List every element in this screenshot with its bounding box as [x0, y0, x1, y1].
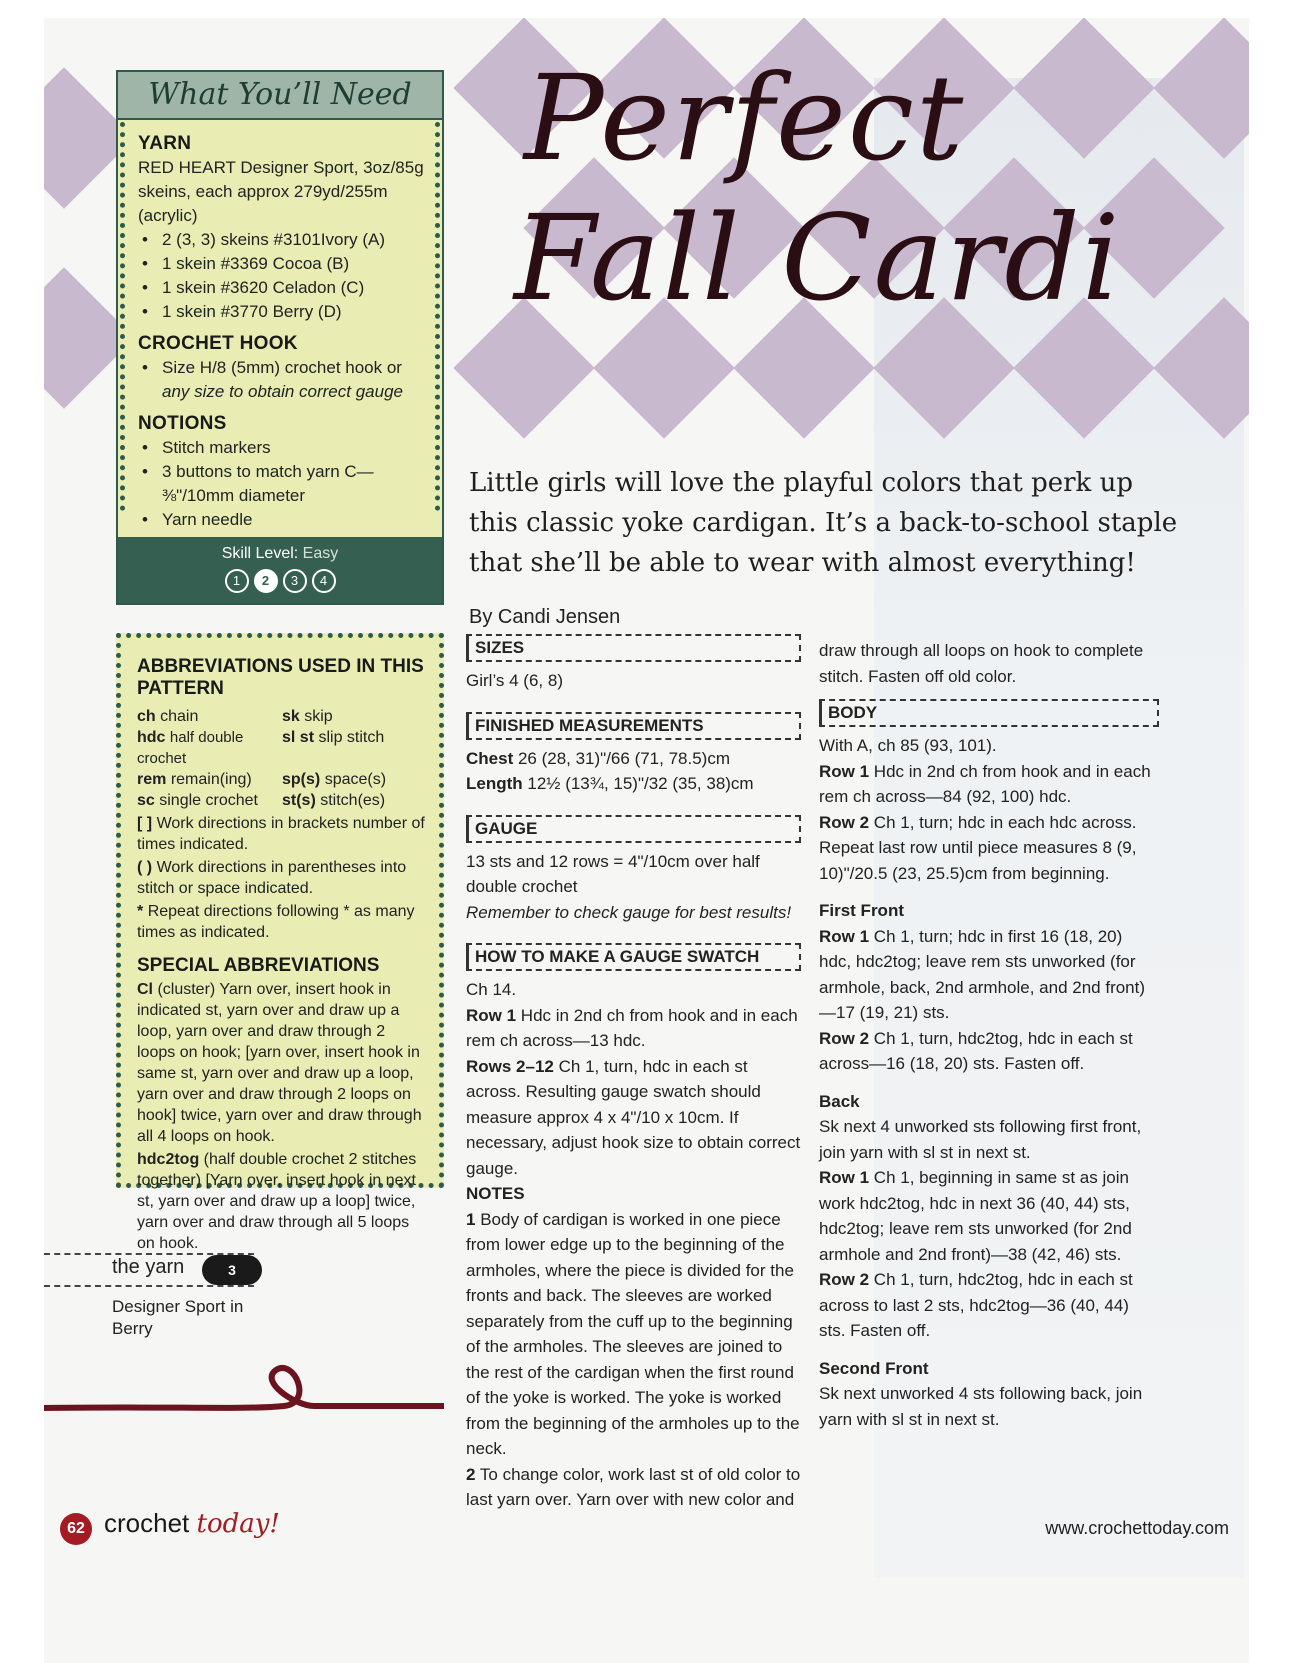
hook-size: Size H/8 (5mm) crochet hook or [162, 358, 402, 377]
skill-level-label [118, 537, 442, 563]
swatch-row-1: Row 1 Hdc in 2nd ch from hook and in each rem ch across—13 hdc. [466, 1005, 798, 1050]
list-item: • Yarn needle [138, 508, 424, 532]
skill-value: Easy [302, 545, 339, 562]
level-circle: 1 [225, 569, 249, 593]
yarn-label: the yarn [112, 1256, 185, 1278]
second-front-text: Sk next unworked 4 sts following back, join yarn with sl st in next st. [819, 1384, 1143, 1429]
back-row-2: Row 2 Ch 1, turn, hdc2tog, hdc in each st across to last 2 sts, hdc2tog—36 (40, 44) sts. Fasten off. [819, 1270, 1133, 1340]
page-number: 62 [60, 1513, 92, 1545]
hook-note: any size to obtain correct gauge [162, 382, 403, 401]
chest-measurement: Chest 26 (28, 31)"/66 (71, 78.5)cm [466, 748, 730, 768]
abbr-entry: st(s) stitch(es) [282, 792, 386, 809]
back-text: Sk next 4 unworked sts following first front, join yarn with sl st in next st. [819, 1117, 1142, 1162]
notions-heading: NOTIONS [138, 413, 227, 434]
gauge-swatch-heading: HOW TO MAKE A GAUGE SWATCH [466, 943, 801, 971]
hook-heading: CROCHET HOOK [138, 333, 298, 354]
yarn-weight-icon: 3 [202, 1255, 262, 1285]
gauge-text: 13 sts and 12 rows = 4"/10cm over half double crochet [466, 851, 760, 896]
finished-measurements-heading: FINISHED MEASUREMENTS [466, 712, 801, 740]
list-item: • Stitch markers [138, 436, 424, 460]
first-front-row-2: Row 2 Ch 1, turn, hdc2tog, hdc in each st across—16 (18, 20) sts. Fasten off. [819, 1028, 1133, 1073]
website-url: www.crochettoday.com [1045, 1518, 1229, 1538]
notions-list [138, 436, 424, 532]
back-row-1: Row 1 Ch 1, beginning in same st as join work hdc2tog, hdc in next 36 (40, 44) sts, hdc2tog; leave rem sts unworked (for 2nd armhole and 2nd front)—38 (42, 46) sts. [819, 1168, 1132, 1264]
list-item: • 1 skein #3620 Celadon (C) [138, 276, 424, 300]
level-circle: 3 [283, 569, 307, 593]
body-row-1: Row 1 Hdc in 2nd ch from hook and in each rem ch across—84 (92, 100) hdc. [819, 761, 1151, 806]
first-front-row-1: Row 1 Ch 1, turn; hdc in first 16 (18, 20) hdc, hdc2tog; leave rem sts unworked (for armhole, back, 2nd armhole, and 2nd front)—17 (19, 21) sts. [819, 926, 1146, 1022]
magazine-page [44, 18, 1249, 1663]
skill-prefix: Skill Level: [221, 545, 303, 562]
body-heading: BODY [819, 699, 1159, 727]
magazine-logo: crochet today! [104, 1508, 280, 1539]
sizes-heading: SIZES [466, 634, 801, 662]
continued-text: draw through all loops on hook to complete stitch. Fasten off old color. [819, 641, 1144, 686]
list-item: • 2 (3, 3) skeins #3101Ivory (A) [138, 228, 424, 252]
yarn-list [138, 228, 424, 324]
dotted-border-left [120, 122, 125, 511]
byline: By Candi Jensen [469, 606, 621, 628]
hook-list [138, 356, 424, 404]
title-line-2: Fall Cardi [514, 189, 1122, 327]
need-heading: What You’ll Need [118, 72, 442, 120]
yarn-heading: YARN [138, 133, 192, 154]
abbr-entry: hdc half double crochet [137, 729, 244, 767]
notes-heading: NOTES [466, 1184, 525, 1203]
page-title [514, 48, 1244, 328]
what-youll-need-box [116, 70, 444, 605]
length-measurement: Length 12½ (13¾, 15)"/32 (35, 38)cm [466, 774, 754, 793]
abbr-entry: sk skip [282, 708, 333, 725]
swatch-rows-2-12: Rows 2–12 Ch 1, turn, hdc in each st across. Resulting gauge swatch should measure approx 4 x 4"/10 x 10cm. If necessary, adjust hook size to obtain correct gauge. [466, 1056, 801, 1178]
abbreviations-heading: ABBREVIATIONS USED IN THIS PATTERN [137, 656, 424, 699]
abbreviations-box [116, 633, 444, 1252]
second-front-heading: Second Front [819, 1358, 929, 1378]
abbr-entry: sl st slip stitch [282, 729, 385, 746]
yarn-description: RED HEART Designer Sport, 3oz/85g skeins, each approx 279yd/255m (acrylic) [138, 158, 424, 225]
abbr-entry: sc single crochet [137, 792, 258, 809]
body-row-2: Row 2 Ch 1, turn; hdc in each hdc across. Repeat last row until piece measures 8 (9, 10)"/20.5 (23, 25.5)cm from beginning. [819, 812, 1137, 883]
abbr-entry: ch chain [137, 708, 199, 725]
skill-level-circles [118, 569, 442, 593]
intro-text: Little girls will love the playful colors that perk up this classic yoke cardigan. It’s a back-to-school staple that she’ll be able to wear with almost everything! [469, 468, 1178, 578]
sizes-text: Girl’s 4 (6, 8) [466, 671, 563, 690]
skill-level-bar [118, 537, 442, 603]
list-item: • 1 skein #3369 Cocoa (B) [138, 252, 424, 276]
pattern-column-2 [819, 638, 1159, 1432]
abbreviations-grid [137, 706, 425, 811]
gauge-note: Remember to check gauge for best results! [466, 902, 792, 922]
abbr-entry: rem remain(ing) [137, 771, 252, 788]
level-circle-active: 2 [254, 569, 278, 593]
body-start: With A, ch 85 (93, 101). [819, 736, 997, 755]
abbr-star: * Repeat directions following * as many times as indicated. [137, 903, 415, 941]
level-circle: 4 [312, 569, 336, 593]
swatch-chain: Ch 14. [466, 980, 517, 999]
abbr-brackets: [ ] Work directions in brackets number of times indicated. [137, 815, 425, 853]
first-front-heading: First Front [819, 901, 904, 920]
list-item [138, 356, 424, 404]
title-line-1: Perfect [524, 49, 966, 187]
abbr-cluster: Cl (cluster) Yarn over, insert hook in indicated st, yarn over and draw up a loop, yarn over and draw through 2 loops on hook; [yarn over, insert hook in same st, yarn over and draw up a loop, yarn over and draw through 2 loops on hook] twice, yarn over and draw through all 4 loops on hook. [137, 981, 422, 1145]
abbr-parens: ( ) Work directions in parentheses into stitch or space indicated. [137, 859, 407, 897]
yarn-strand-image [44, 1348, 444, 1428]
yarn-description: Designer Sport in Berry [112, 1297, 244, 1338]
gauge-heading: GAUGE [466, 815, 801, 843]
note-2: 2 To change color, work last st of old color to last yarn over. Yarn over with new color and [466, 1464, 801, 1509]
abbr-hdc2tog: hdc2tog (half double crochet 2 stitches together) [Yarn over, insert hook in next st, yarn over and draw up a loop] twice, yarn over and draw through all 5 loops on hook. [137, 1151, 417, 1252]
pattern-column-1 [466, 630, 801, 1513]
special-abbreviations-heading: SPECIAL ABBREVIATIONS [137, 955, 380, 976]
abbr-entry: sp(s) space(s) [282, 771, 387, 788]
back-heading: Back [819, 1091, 860, 1111]
list-item: • 1 skein #3770 Berry (D) [138, 300, 424, 324]
dotted-border-right [435, 122, 440, 511]
note-1: 1 Body of cardigan is worked in one piece from lower edge up to the beginning of the armholes, where the piece is divided for the fronts and back. The sleeves are worked separately from the cuff up to the beginning of the armholes. The sleeves are joined to the rest of the cardigan when the first round of the yoke is worked. The yoke is worked from the beginning of the armholes up to the neck. [466, 1209, 800, 1458]
list-item: • 3 buttons to match yarn C—⅜"/10mm diameter [138, 460, 424, 508]
